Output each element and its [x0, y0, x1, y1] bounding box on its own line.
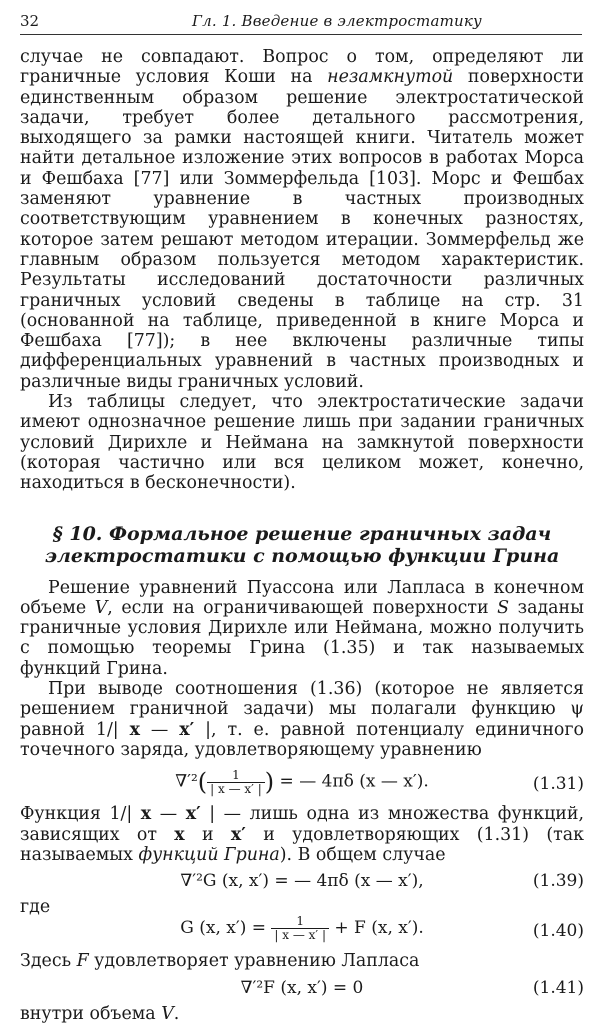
- section-heading-line-1: § 10. Формальное решение граничных задач: [52, 522, 552, 545]
- equation-1-39-number: (1.39): [532, 871, 584, 892]
- paragraph-laplace: Здесь F удовлетворяет уравнению Лапласа: [20, 951, 420, 972]
- emphasis-unclosed: незамкнутой: [327, 67, 454, 88]
- equation-1-31-number: (1.31): [532, 774, 584, 795]
- paragraph-inside-volume: внутри объема V.: [20, 1003, 180, 1024]
- page-header: [20, 10, 582, 35]
- paragraph-uniqueness: Из таблицы следует, что электростатические задачи имеют однозначное решение лишь при задании граничных условий Дирихле и Неймана на замкнутой поверхности (которая частично или вся целиком может, конечно, находиться в бесконечности).: [20, 392, 584, 494]
- equation-1-40-number: (1.40): [532, 921, 584, 942]
- paragraph-green-functions: Функция 1/| x — x′ | — лишь одна из множества функций, зависящих от x и x′ и удовлетворяющих (1.31) (так называемых функций Грина). В общем случае: [20, 804, 584, 865]
- equation-1-41-formula: ∇′²F (x, x′) = 0: [240, 977, 364, 998]
- var-S: S: [497, 597, 510, 618]
- emphasis-green-functions: функций Грина: [138, 844, 280, 865]
- equation-1-39: [20, 865, 584, 897]
- var-V-end: V: [161, 1003, 174, 1024]
- equation-1-39-formula: ∇′²G (x, x′) = — 4πδ (x — x′),: [180, 871, 424, 892]
- page-number: 32: [20, 12, 40, 30]
- equation-1-31-formula: ∇′²( $\frac{1}{| x — x' |}$ ) = — 4πδ (x — x′).: [175, 767, 429, 797]
- var-V: V: [94, 597, 108, 618]
- fraction: $\frac{1}{| x — x' |}$: [207, 769, 265, 796]
- section-heading: [20, 523, 584, 567]
- paragraph-where: где: [20, 897, 51, 918]
- equation-1-31: [20, 760, 584, 804]
- running-head: Гл. 1. Введение в электростатику: [192, 12, 482, 30]
- equation-1-41: [20, 972, 584, 1004]
- page-body: [20, 47, 584, 1024]
- equation-1-40: [20, 911, 584, 951]
- paragraph-green-theorem: Решение уравнений Пуассона или Лапласа в конечном объеме V, если на ограничивающей поверхности S заданы граничные условия Дирихле или Неймана, можно получить с помощью теоремы Грина (1.35) и так называемых функций Грина.: [20, 577, 584, 679]
- paragraph-point-charge: При выводе соотношения (1.36) (которое не является решением граничной задачи) мы полагали функцию ψ равной 1/| x — x′ |, т. е. равной потенциалу единичного точечного заряда, удовлетворяющему уравнению: [20, 679, 584, 760]
- fraction: $\frac{1}{| x — x' |}$: [271, 915, 329, 942]
- equation-1-40-formula: G (x, x′) = $\frac{1}{| x — x' |}$ + F (x, x′).: [180, 914, 424, 943]
- var-F: F: [76, 951, 89, 972]
- equation-1-41-number: (1.41): [532, 977, 584, 998]
- section-heading-line-2: электростатики с помощью функции Грина: [44, 544, 560, 567]
- paragraph-cauchy-conditions: случае не совпадают. Вопрос о том, определяют ли граничные условия Коши на незамкнутой поверхности единственным образом решение электростатической задачи, требует более детального рассмотрения, выходящего за рамки настоящей книги. Читатель может найти детальное изложение этих вопросов в работах Морса и Фешбаха [77] или Зоммерфельда [103]. Морс и Фешбах заменяют уравнение в частных производных соответствующим уравнением в конечных разностях, которое затем решают методом итерации. Зоммерфельд же главным образом пользуется методом характеристик. Результаты исследований достаточности различных граничных условий сведены в таблице на стр. 31 (основанной на таблице, приведенной в книге Морса и Фешбаха [77]); в нее включены различные типы дифференциальных уравнений в частных производных и различные виды граничных условий.: [20, 47, 585, 392]
